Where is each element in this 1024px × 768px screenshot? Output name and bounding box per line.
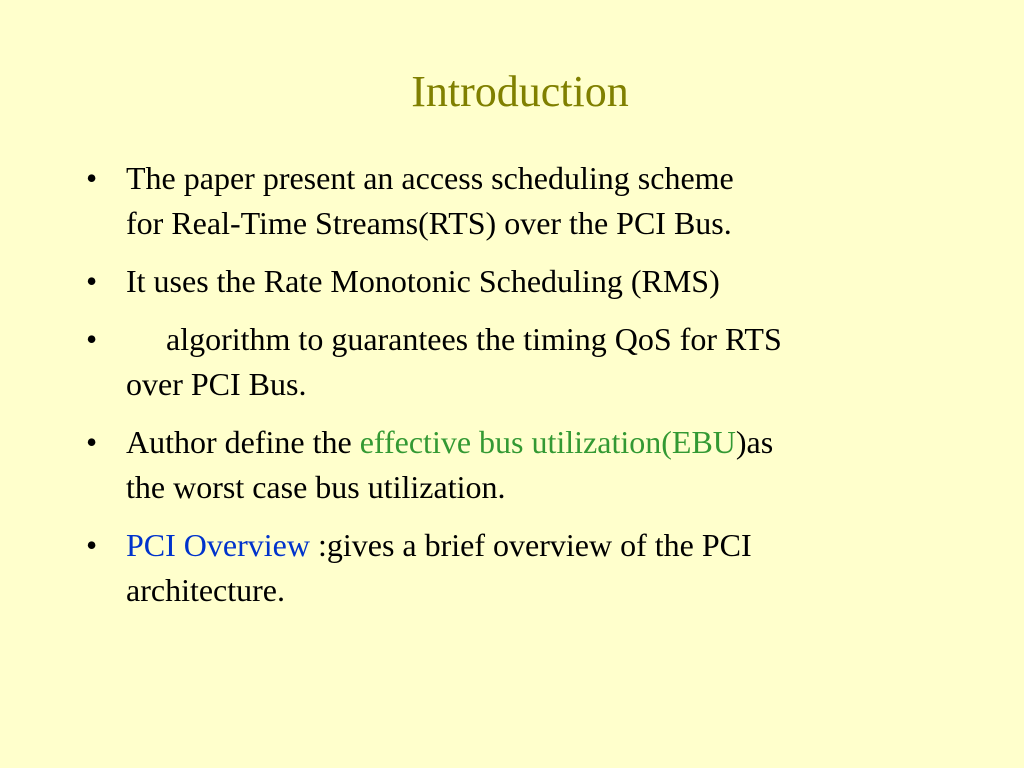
bullet-1-line-1: The paper present an access scheduling scheme: [126, 160, 734, 196]
bullet-icon: •: [86, 321, 98, 357]
bullet-item-4: [86, 420, 946, 510]
ebu-highlight: effective bus utilization(EBU: [359, 424, 736, 460]
bullet-5-suffix: :gives a brief overview of the PCI: [309, 527, 752, 563]
bullet-3-line-1: algorithm to guarantees the timing QoS for RTS: [166, 321, 782, 357]
bullet-list: [86, 156, 946, 626]
bullet-1-line-2: for Real-Time Streams(RTS) over the PCI Bus.: [126, 205, 732, 241]
bullet-4-prefix: Author define the: [126, 424, 360, 460]
pci-overview-link[interactable]: PCI Overview: [126, 527, 310, 563]
bullet-5-line-2: architecture.: [126, 572, 285, 608]
bullet-item-1: [86, 156, 946, 246]
bullet-2-text: It uses the Rate Monotonic Scheduling (RMS): [126, 263, 720, 299]
slide-title: Introduction: [411, 67, 629, 116]
bullet-item-2: [86, 259, 946, 304]
bullet-item-5: [86, 523, 946, 613]
bullet-icon: •: [86, 160, 98, 196]
bullet-3-line-2: over PCI Bus.: [126, 366, 307, 402]
bullet-4-line-2: the worst case bus utilization.: [126, 469, 506, 505]
bullet-icon: •: [86, 527, 98, 563]
bullet-icon: •: [86, 424, 98, 460]
bullet-icon: •: [86, 263, 98, 299]
bullet-item-3: [86, 317, 946, 407]
bullet-4-suffix: )as: [735, 424, 774, 460]
